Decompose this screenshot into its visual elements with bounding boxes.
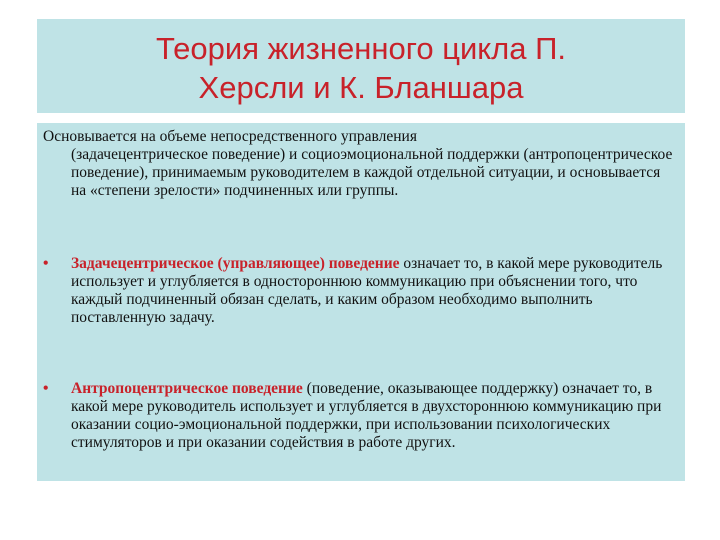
intro-continuation: (задачецентрическое поведение) и социоэмоциональной поддержки (антропоцентрическое поведение), принимаемым руководителем в каждой отдельной ситуации, и основывается на «степени зрелости» подчиненных или группы.: [71, 146, 673, 199]
slide-title-line-1: Теория жизненного цикла П.: [155, 31, 567, 66]
bullet-description: (поведение, оказывающее поддержку) означает то, в какой мере руководитель использует и углубляется в двухстороннюю коммуникацию при оказании социо-эмоциональной поддержки, при использовании психологических стимуляторов и при оказании содействия в работе других.: [71, 380, 662, 451]
slide-title-line-2: Херсли и К. Бланшара: [198, 70, 524, 105]
title-panel: [37, 19, 685, 113]
slide-title: [37, 29, 685, 107]
bullet-description: означает то, в какой мере руководитель использует и углубляется в одностороннюю коммуникацию при объяснении того, что каждый подчиненный обязан сделать, и каким образом необходимо выполнить поставленную задачу.: [71, 255, 663, 326]
content-panel: [37, 123, 685, 481]
bullet-marker: •: [43, 255, 49, 272]
bullet-text: [43, 380, 679, 452]
bullet-task-oriented: [43, 255, 679, 327]
bullet-term: Задачецентрическое (управляющее) поведение: [71, 255, 400, 272]
bullet-term: Антропоцентрическое поведение: [71, 380, 303, 397]
bullet-text: [43, 255, 679, 327]
bullet-marker: •: [43, 380, 49, 397]
intro-first-line: Основывается на объеме непосредственного управления: [43, 128, 417, 145]
intro-paragraph: [43, 128, 673, 200]
bullet-people-oriented: [43, 380, 679, 452]
